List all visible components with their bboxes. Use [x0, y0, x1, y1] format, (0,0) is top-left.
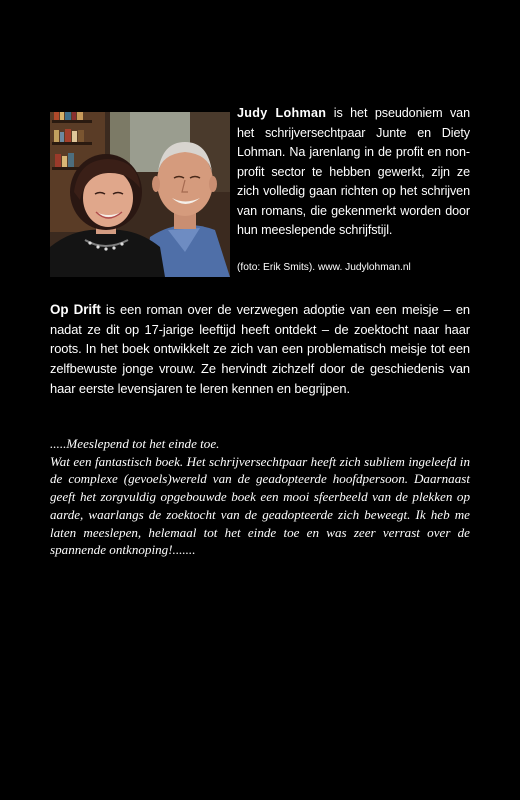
author-bio-text: is het pseudoniem van het schrijversechtpaar Junte en Diety Lohman. Na jarenlang in de profit en non-profit sector te hebben gewerkt, zijn ze zich volledig gaan richten op het schrijven van romans, die gekenmerkt worden door hun meeslepende schrijfstijl. — [237, 106, 470, 237]
photo-credit: (foto: Erik Smits). www. Judylohman.nl — [237, 262, 411, 273]
book-summary — [50, 300, 470, 399]
review-body: Wat een fantastisch boek. Het schrijversechtpaar heeft zich subliem ingeleefd in de complexe (gevoels)wereld van de geadopteerde hoofdpersoon. Daarnaast geeft het zorgvuldig opgebouwde boek een mooi sfeerbeeld van de plekken op aarde, waarlangs de zoektocht van de geadopteerde zich beweegt. Ik heb me laten meeslepen, helemaal tot het einde toe en was zeer verrast over de spannende ontknoping!....... — [50, 453, 470, 558]
book-summary-text: is een roman over de verzwegen adoptie van een meisje – en nadat ze dit op 17-jarige leeftijd heeft ontdekt – de zoektocht naar haar roots. In het boek ontwikkelt ze zich van een problematisch meisje tot een zelfbewuste jonge vrouw. Ze hervindt zichzelf door de geschiedenis van haar eerste levensjaren te leren kennen en begrijpen. — [50, 302, 470, 396]
review-opening: .....Meeslepend tot het einde toe. — [50, 436, 220, 451]
review-quote — [50, 435, 470, 559]
book-title: Op Drift — [50, 302, 101, 317]
author-name: Judy Lohman — [237, 106, 327, 120]
author-bio — [237, 104, 470, 241]
author-photo — [50, 112, 230, 277]
